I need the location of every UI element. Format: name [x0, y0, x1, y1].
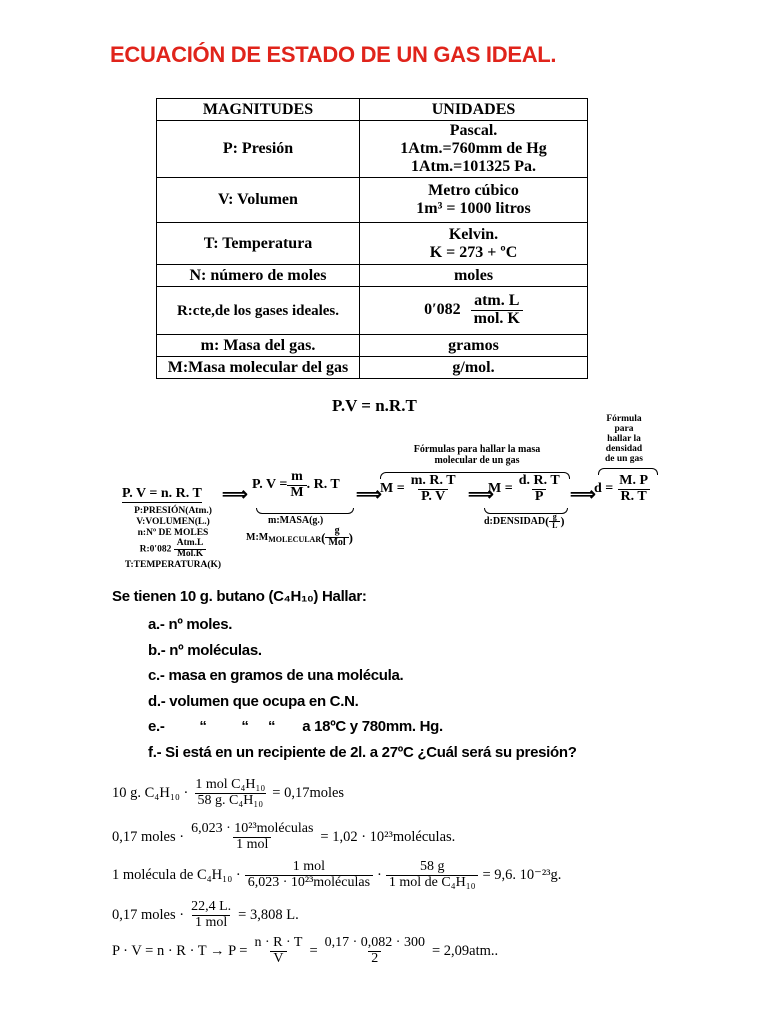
table-row: [157, 287, 588, 335]
label-line: molecular de un gas: [434, 455, 520, 466]
fraction-numerator: m: [291, 469, 303, 484]
table-row: [157, 178, 588, 223]
fraction: [245, 860, 373, 890]
legend-r: R:0′082: [139, 544, 172, 555]
expr-left: 10 g. C₄H₁₀ ·: [112, 784, 189, 801]
step4-note: [484, 513, 564, 531]
unit-line: Pascal.: [449, 122, 498, 139]
fraction-numerator: 0,17 · 0,082 · 300: [324, 935, 425, 950]
derivation-pv: P. V = n. R. T: [122, 486, 202, 501]
fraction: [287, 470, 306, 500]
legend-line: V:VOLUMEN(L.): [136, 517, 210, 527]
unit-line: K = 273 + ºC: [429, 243, 518, 261]
table-cell-units: gramos: [360, 335, 588, 357]
fraction: [386, 860, 479, 890]
fraction-denominator: P. V: [418, 489, 448, 505]
expr-left: 0,17 moles ·: [112, 828, 185, 845]
table-cell-units: [360, 223, 588, 265]
fraction-denominator: 1 mol de C₄H₁₀: [386, 875, 479, 891]
fraction: [192, 778, 268, 808]
unit-line: 1m³ = 1000 litros: [416, 200, 531, 217]
fraction: [325, 526, 348, 548]
derivation-arrow: ⟹: [570, 484, 596, 504]
table-header-magnitudes: MAGNITUDES: [157, 99, 360, 121]
label-line: para: [614, 424, 634, 434]
step2-note: m:MASA(g.): [268, 515, 324, 526]
fraction: [549, 513, 560, 531]
fraction-denominator: Mol: [325, 537, 348, 549]
label-line: hallar la: [607, 434, 641, 444]
fraction-denominator: Mol.K: [174, 549, 206, 560]
r-value: 0′082: [424, 301, 461, 319]
fraction-denominator: M: [287, 485, 306, 501]
r-fraction: [471, 293, 523, 328]
label-line: densidad: [605, 444, 643, 454]
fraction-denominator: P: [532, 489, 547, 505]
unit-line: Kelvin.: [448, 225, 499, 243]
table-cell-magnitude: V: Volumen: [157, 178, 360, 223]
list-item: d.- volumen que ocupa en C.N.: [148, 692, 359, 710]
expr-right: = 0,17moles: [272, 784, 345, 801]
unit-line: Metro cúbico: [428, 182, 519, 199]
table-cell-units: [360, 287, 588, 335]
expr-left: 1 molécula de C₄H₁₀ ·: [112, 866, 241, 883]
expr-left: M =: [380, 481, 405, 497]
note-text: M:M: [246, 531, 269, 543]
list-item: c.- masa en gramos de una molécula.: [148, 667, 404, 684]
fraction: [322, 936, 428, 966]
paren-close: ): [560, 514, 565, 529]
expr-left: P. V =: [252, 477, 288, 493]
solution-f: [112, 936, 498, 966]
expr-right: = 3,808 L.: [238, 906, 299, 923]
list-item: f.- Si está en un recipiente de 2l. a 27ºC ¿Cuál será su presión?: [148, 743, 577, 761]
fraction-numerator: M. P: [619, 473, 649, 488]
dot-operator: ·: [377, 866, 382, 883]
fraction-denominator: mol. K: [471, 310, 523, 328]
formula-densidad-label: [594, 414, 654, 464]
table-row: [157, 265, 588, 287]
derivation-step3: [380, 474, 459, 504]
paren-open: (: [321, 529, 326, 545]
legend: [118, 506, 228, 571]
problem-statement: Se tienen 10 g. butano (C₄H₁₀) Hallar:: [112, 588, 367, 605]
fraction-numerator: 1 mol C₄H₁₀: [195, 777, 266, 792]
fraction: [408, 474, 459, 504]
fraction: [188, 822, 316, 852]
expr-right: = 1,02 · 10²³moléculas.: [320, 828, 456, 845]
table-cell-units: moles: [360, 265, 588, 287]
table-header-unidades: UNIDADES: [360, 99, 588, 121]
fraction: [616, 474, 651, 504]
expr-left: 0,17 moles ·: [112, 906, 185, 923]
fraction-denominator: 6,023 · 10²³moléculas: [245, 875, 373, 891]
derivation-arrow: ⟹: [356, 484, 382, 504]
table-row: [157, 335, 588, 357]
problem-items: [148, 612, 577, 765]
derivation-arrow: ⟹: [222, 484, 248, 504]
fraction-numerator: atm. L: [474, 292, 520, 310]
fraction: [251, 936, 305, 966]
fraction-denominator: 58 g. C₄H₁₀: [195, 793, 267, 809]
solution-d: [112, 900, 299, 930]
expr-right: = 9,6. 10⁻²³g.: [482, 866, 562, 883]
fraction-numerator: 58 g: [419, 859, 445, 874]
formula-masa-label: [392, 444, 562, 466]
legend-line: T:TEMPERATURA(K): [124, 559, 222, 570]
fraction-denominator: V: [270, 951, 286, 967]
fraction-denominator: 1 mol: [192, 915, 230, 931]
derivation-step4: [488, 474, 563, 504]
fraction-denominator: R. T: [618, 489, 650, 505]
table-cell-magnitude: P: Presión: [157, 121, 360, 178]
table-cell-units: [360, 178, 588, 223]
label-line: Fórmulas para hallar la masa: [413, 444, 541, 455]
underbrace-step2: [256, 508, 354, 514]
unit-line: 1Atm.=760mm de Hg: [400, 140, 547, 157]
expr-left: M =: [488, 481, 513, 497]
table-cell-magnitude: R:cte,de los gases ideales.: [157, 287, 360, 335]
fraction-numerator: g: [552, 512, 557, 521]
derivation-step5: [594, 474, 651, 504]
paren-open: (: [545, 514, 550, 529]
list-item: e.- “ “ “ a 18ºC y 780mm. Hg.: [148, 718, 443, 735]
label-line: de un gas: [604, 454, 643, 464]
equals: =: [309, 942, 318, 959]
list-item: b.- nº moléculas.: [148, 641, 262, 659]
expr-left: P · V = n · R · T → P =: [112, 942, 248, 959]
legend-line: n:Nº DE MOLES: [137, 528, 209, 538]
fraction-denominator: 2: [368, 951, 381, 967]
fraction: [188, 900, 234, 930]
legend-line: [118, 539, 228, 560]
table-cell-magnitude: T: Temperatura: [157, 223, 360, 265]
magnitudes-table: [156, 98, 588, 379]
table-cell-units: g/mol.: [360, 357, 588, 379]
paren-close: ): [348, 529, 354, 545]
solution-b: [112, 822, 455, 852]
ideal-gas-equation: P.V = n.R.T: [332, 396, 417, 415]
note-sub: MOLECULAR: [268, 534, 322, 544]
table-row: [157, 223, 588, 265]
fraction-numerator: d. R. T: [518, 473, 560, 488]
expr-right: = 2,09atm..: [431, 942, 499, 959]
table-row: [157, 121, 588, 178]
table-cell-magnitude: M:Masa molecular del gas: [157, 357, 360, 379]
unit-line: 1Atm.=101325 Pa.: [410, 158, 537, 175]
label-line: Fórmula: [606, 414, 642, 424]
fraction-numerator: 1 mol: [292, 859, 326, 874]
fraction-numerator: g: [334, 525, 340, 536]
fraction-numerator: n · R · T: [254, 935, 303, 950]
fraction-denominator: 1 mol: [233, 837, 271, 853]
fraction-numerator: 22,4 L.: [191, 899, 232, 914]
table-cell-magnitude: m: Masa del gas.: [157, 335, 360, 357]
step2-note2: [246, 526, 353, 548]
fraction-denominator: L: [549, 521, 560, 530]
fraction-numerator: m. R. T: [410, 473, 456, 488]
table-cell-units: [360, 121, 588, 178]
fraction-numerator: 6,023 · 10²³moléculas: [191, 821, 314, 836]
solution-c: [112, 860, 561, 890]
derivation-step2: [252, 470, 340, 500]
fraction: [516, 474, 563, 504]
table-cell-magnitude: N: número de moles: [157, 265, 360, 287]
note-text: d:DENSIDAD: [484, 516, 546, 528]
solution-a: [112, 778, 344, 808]
list-item: a.- nº moles.: [148, 616, 233, 633]
legend-line: P:PRESIÓN(Atm.): [134, 506, 212, 516]
expr-left: d =: [594, 481, 614, 497]
derivation-arrow: ⟹: [468, 484, 494, 504]
expr-right: . R. T: [306, 477, 340, 493]
fraction-numerator: Atm.L: [176, 538, 204, 548]
table-row: [157, 357, 588, 379]
page-title: ECUACIÓN DE ESTADO DE UN GAS IDEAL.: [110, 42, 557, 67]
legend-r-fraction: [174, 539, 207, 560]
